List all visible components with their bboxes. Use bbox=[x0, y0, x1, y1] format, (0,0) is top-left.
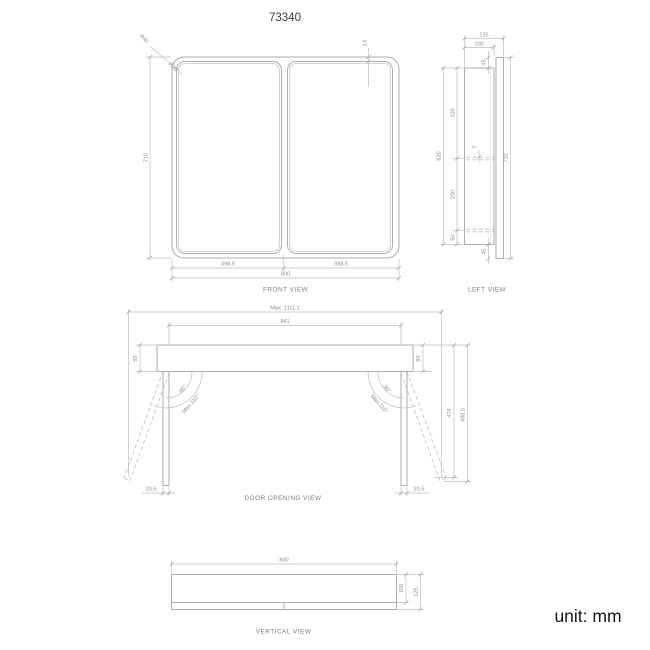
front-dim-ticks bbox=[148, 55, 401, 280]
left-view-label: LEFT VIEW bbox=[467, 286, 507, 294]
dim-angle-left-90: 90° bbox=[178, 384, 189, 395]
dim-left-overhang-top: 45 bbox=[481, 59, 488, 66]
left-angle-arc-90 bbox=[166, 372, 192, 398]
front-view bbox=[138, 34, 401, 294]
dim-front-door-left-width: 398.5 bbox=[221, 261, 235, 268]
opening-right-door-90 bbox=[401, 372, 407, 486]
dim-vertical-depth-body: 100 bbox=[399, 583, 405, 594]
dim-left-seg-top: 320 bbox=[450, 108, 457, 118]
dim-angle-right-max: Max.110° bbox=[368, 393, 389, 415]
dim-angle-right-90: 90° bbox=[381, 384, 392, 395]
dim-left-depth-total: 125 bbox=[479, 32, 489, 39]
front-cabinet-outline bbox=[172, 57, 399, 258]
dim-left-hinge-gap: 7 bbox=[472, 145, 479, 149]
dim-left-body-height: 620 bbox=[436, 151, 443, 161]
dim-left-depth-body: 100 bbox=[474, 41, 484, 48]
left-view-door-panel bbox=[496, 58, 504, 259]
dim-vertical-depth-total: 125 bbox=[413, 587, 420, 597]
dim-front-radius-outer: R40 bbox=[137, 33, 150, 46]
dim-opening-body-width: 841 bbox=[280, 319, 290, 325]
dim-opening-door-reach-max: 488.5 bbox=[460, 408, 467, 422]
front-left-door bbox=[177, 62, 282, 254]
dim-opening-depth-right: 93 bbox=[416, 355, 422, 362]
dim-front-radius-door: R28 bbox=[166, 61, 179, 74]
dim-front-height: 710 bbox=[143, 152, 150, 163]
dim-opening-door-reach: 474 bbox=[447, 408, 453, 418]
front-view-label: FRONT VIEW bbox=[262, 286, 309, 294]
vertical-view bbox=[170, 558, 425, 636]
dim-left-height: 710 bbox=[503, 153, 510, 163]
dim-angle-left-max: Max.110° bbox=[181, 393, 202, 415]
dim-opening-depth-left: 93 bbox=[133, 355, 139, 362]
vertical-view-label: VERTICAL VIEW bbox=[255, 628, 312, 636]
right-angle-arc-90 bbox=[378, 372, 404, 398]
opening-right-door-110 bbox=[401, 372, 446, 482]
opening-left-door-110 bbox=[124, 372, 169, 482]
front-right-door-inner-edge bbox=[290, 64, 391, 252]
opening-body bbox=[157, 345, 413, 372]
dim-opening-max-width: Max. 1111.1 bbox=[270, 305, 300, 312]
front-left-door-inner-edge bbox=[179, 64, 280, 252]
door-opening-view-label: DOOR OPENING VIEW bbox=[244, 495, 322, 502]
dim-front-total-width: 800 bbox=[280, 271, 291, 278]
drawing-title: 73340 bbox=[269, 12, 301, 24]
left-view bbox=[437, 33, 515, 294]
dim-opening-door-thickness-right: 20.5 bbox=[413, 486, 425, 493]
dim-left-overhang-bottom: 45 bbox=[481, 248, 488, 255]
dim-opening-door-thickness-left: 20.5 bbox=[145, 486, 157, 493]
opening-left-door-90 bbox=[163, 372, 169, 486]
door-opening-view bbox=[124, 306, 471, 503]
dim-front-door-top-gap: 14 bbox=[362, 39, 369, 47]
dim-left-seg-mid: 250 bbox=[450, 189, 457, 200]
dim-left-seg-bottom: 50 bbox=[450, 234, 457, 241]
unit-note: unit: mm bbox=[554, 606, 622, 626]
front-right-door bbox=[288, 62, 393, 254]
dim-vertical-width: 800 bbox=[279, 557, 289, 564]
dim-front-door-right-width: 398.5 bbox=[334, 261, 348, 268]
vertical-dim-ticks bbox=[170, 562, 423, 612]
